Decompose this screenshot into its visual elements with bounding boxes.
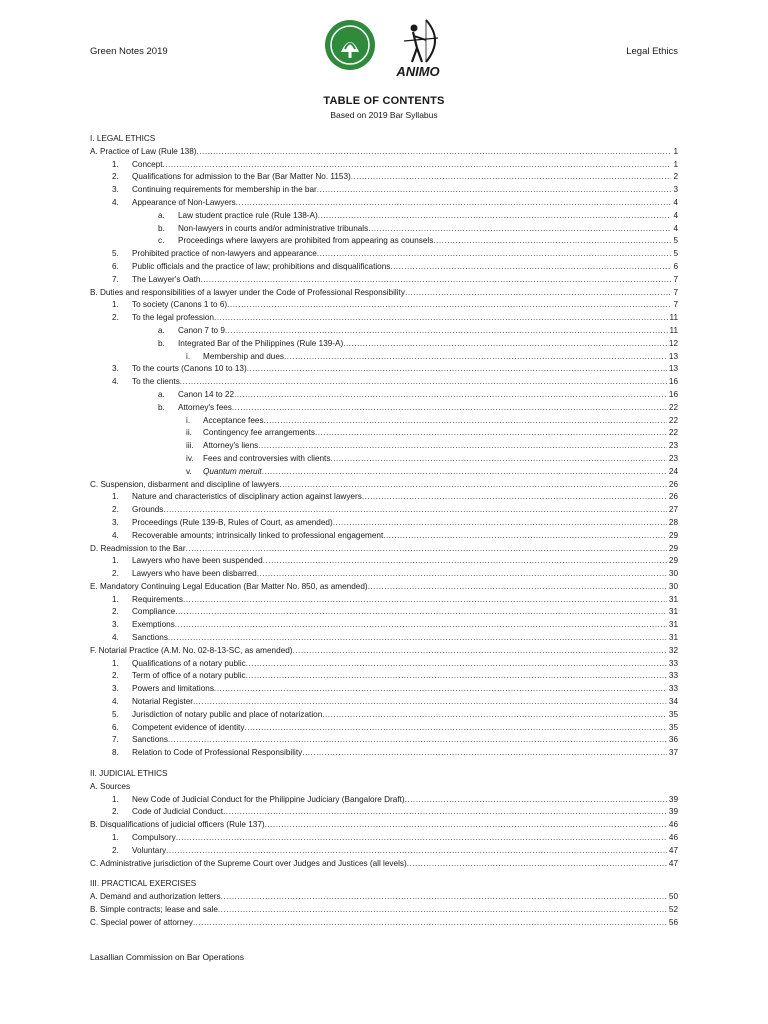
toc-dot-leader [333, 518, 667, 527]
toc-entry-label: Proceedings (Rule 139-B, Rules of Court, as amended) [132, 517, 333, 527]
toc-entry-number: 2. [112, 845, 119, 855]
toc-entry [90, 684, 678, 697]
animo-wordmark: ANIMO [396, 64, 440, 78]
toc-dot-leader [218, 905, 667, 914]
toc-entry [90, 518, 678, 531]
toc-entry [90, 607, 678, 620]
toc-entry [90, 807, 678, 820]
toc-spacer [90, 871, 678, 879]
toc-dot-leader [175, 607, 667, 616]
toc-entry [90, 313, 678, 326]
toc-entry-page: 35 [668, 722, 678, 732]
toc-dot-leader [175, 620, 667, 629]
toc-entry-label: A. Demand and authorization letters [90, 892, 221, 902]
toc-entry-label: Nature and characteristics of disciplinary action against lawyers [132, 492, 362, 502]
toc-entry-label: To the clients [132, 377, 180, 387]
toc-entry-label: II. JUDICIAL ETHICS [90, 769, 168, 779]
toc-entry-number: a. [158, 210, 165, 220]
toc-entry-label: Appearance of Non-Lawyers [132, 197, 236, 207]
toc-entry-number: 3. [112, 364, 119, 374]
toc-entry-number: 7. [112, 274, 119, 284]
toc-entry-number: ii. [186, 428, 192, 438]
toc-entry [90, 211, 678, 224]
toc-dot-leader [284, 352, 667, 361]
toc-entry [90, 646, 678, 659]
toc-entry-label: Acceptance fees [203, 415, 264, 425]
toc-entry-label: A. Sources [90, 781, 131, 791]
toc-entry-number: 8. [112, 748, 119, 758]
toc-entry-number: 2. [112, 172, 119, 182]
toc-entry-label: B. Duties and responsibilities of a lawyer under the Code of Professional Responsibility [90, 287, 405, 297]
toc-entry-page: 2 [673, 172, 678, 182]
toc-entry-page: 6 [673, 261, 678, 271]
toc-entry-label: The Lawyer's Oath [132, 274, 201, 284]
toc-entry-label: Canon 14 to 22 [178, 389, 234, 399]
toc-dot-leader [247, 364, 667, 373]
toc-entry-page: 5 [673, 249, 678, 259]
toc-entry-page: 16 [668, 389, 678, 399]
toc-entry-number: 1. [112, 658, 119, 668]
toc-entry [90, 633, 678, 646]
toc-entry-page: 31 [668, 633, 678, 643]
toc-entry-label: Lawyers who have been suspended [132, 556, 263, 566]
toc-entry-page: 3 [673, 185, 678, 195]
toc-entry-label: Concept [132, 159, 163, 169]
toc-entry-page: 28 [668, 517, 678, 527]
toc-entry-number: 1. [112, 159, 119, 169]
toc-entry-page: 47 [668, 858, 678, 868]
toc-entry [90, 275, 678, 288]
toc-entry [90, 905, 678, 918]
toc-entry-page: 22 [668, 402, 678, 412]
page-subtitle: Based on 2019 Bar Syllabus [330, 110, 438, 120]
toc-entry-page: 31 [668, 594, 678, 604]
toc-dot-leader [163, 505, 666, 514]
toc-entry-number: b. [158, 402, 165, 412]
toc-entry-label: Exemptions [132, 620, 175, 630]
toc-entry [90, 505, 678, 518]
toc-entry-number: 4. [112, 197, 119, 207]
toc-entry-label: Qualifications for admission to the Bar (Bar Matter No. 1153) [132, 172, 351, 182]
header-left-text: Green Notes 2019 [90, 46, 168, 57]
toc-entry-label: F. Notarial Practice (A.M. No. 02-8-13-SC, as amended) [90, 645, 293, 655]
toc-entry-page: 29 [668, 556, 678, 566]
toc-entry-number: 2. [112, 807, 119, 817]
toc-dot-leader [263, 556, 667, 565]
toc-entry-page: 7 [673, 287, 678, 297]
toc-entry-page: 30 [668, 569, 678, 579]
toc-entry-label: C. Special power of attorney [90, 917, 193, 927]
toc-entry-page: 33 [668, 658, 678, 668]
toc-dot-leader [265, 820, 667, 829]
toc-entry [90, 620, 678, 633]
toc-entry [90, 454, 678, 467]
toc-entry-page: 31 [668, 620, 678, 630]
toc-entry [90, 697, 678, 710]
toc-entry-label: Membership and dues [203, 351, 285, 361]
toc-entry [90, 172, 678, 185]
toc-dot-leader [166, 846, 667, 855]
toc-dot-leader [225, 326, 668, 335]
toc-entry-label: B. Simple contracts; lease and sale [90, 905, 218, 915]
toc-entry-label: Voluntary [132, 845, 167, 855]
toc-entry-label: III. PRACTICAL EXERCISES [90, 879, 197, 889]
toc-entry [90, 134, 678, 147]
toc-dot-leader [317, 185, 672, 194]
toc-entry-label: Term of office of a notary public [132, 671, 246, 681]
toc-entry-number: i. [186, 415, 191, 425]
toc-entry-number: 1. [112, 594, 119, 604]
toc-entry-number: 5. [112, 249, 119, 259]
toc-entry-label: Grounds [132, 505, 164, 515]
toc-entry-label: Continuing requirements for membership in the bar [132, 185, 317, 195]
toc-entry [90, 467, 678, 480]
toc-entry-page: 35 [668, 709, 678, 719]
toc-entry-number: c. [158, 236, 165, 246]
toc-entry-number: iii. [186, 441, 194, 451]
toc-entry [90, 185, 678, 198]
toc-entry [90, 480, 678, 493]
toc-entry-label: Sanctions [132, 735, 168, 745]
toc-entry [90, 428, 678, 441]
toc-entry-page: 24 [668, 466, 678, 476]
toc-entry [90, 160, 678, 173]
toc-dot-leader [214, 684, 667, 693]
toc-entry-number: v. [186, 466, 192, 476]
toc-entry-page: 50 [668, 892, 678, 902]
toc-entry-label: To society (Canons 1 to 6) [132, 300, 228, 310]
toc-entry-number: 3. [112, 517, 119, 527]
toc-dot-leader [390, 262, 671, 271]
toc-entry-page: 22 [668, 415, 678, 425]
toc-entry-page: 29 [668, 543, 678, 553]
toc-entry-page: 47 [668, 845, 678, 855]
toc-entry-label: Notarial Register [132, 697, 193, 707]
toc-entry-label: C. Suspension, disbarment and discipline of lawyers [90, 479, 280, 489]
toc-entry-page: 13 [668, 351, 678, 361]
toc-entry-label: New Code of Judicial Conduct for the Philippine Judiciary (Bangalore Draft) [132, 794, 405, 804]
toc-dot-leader [405, 288, 672, 297]
toc-entry-label: Recoverable amounts; intrinsically linked to professional engagement [132, 530, 384, 540]
toc-dot-leader [223, 807, 667, 816]
toc-dot-leader [221, 892, 667, 901]
toc-dot-leader [362, 492, 667, 501]
toc-dot-leader [214, 313, 668, 322]
toc-entry-number: 6. [112, 722, 119, 732]
toc-entry-number: 6. [112, 261, 119, 271]
toc-dot-leader [368, 224, 671, 233]
toc-entry-page: 37 [668, 748, 678, 758]
toc-entry-label: Integrated Bar of the Philippines (Rule 139-A) [178, 338, 344, 348]
toc-dot-leader [407, 859, 667, 868]
toc-entry-label: I. LEGAL ETHICS [90, 134, 156, 143]
toc-dot-leader [168, 735, 667, 744]
toc-entry [90, 820, 678, 833]
toc-entry-page: 29 [668, 530, 678, 540]
toc-entry-label: Jurisdiction of notary public and place of notarization [132, 709, 323, 719]
toc-dot-leader [368, 582, 667, 591]
toc-entry-page: 46 [668, 820, 678, 830]
toc-entry-number: b. [158, 338, 165, 348]
toc-entry [90, 659, 678, 672]
toc-dot-leader [258, 441, 667, 450]
toc-entry [90, 918, 678, 931]
toc-entry-label: Relation to Code of Professional Responsibility [132, 748, 303, 758]
toc-entry-number: i. [186, 351, 191, 361]
toc-entry [90, 671, 678, 684]
toc-entry [90, 300, 678, 313]
toc-entry-number: 4. [112, 530, 119, 540]
toc-entry [90, 595, 678, 608]
toc-entry [90, 544, 678, 557]
toc-dot-leader [383, 531, 667, 540]
toc-entry-page: 26 [668, 479, 678, 489]
toc-entry [90, 352, 678, 365]
toc-entry [90, 723, 678, 736]
toc-entry-page: 33 [668, 684, 678, 694]
toc-entry-number: 2. [112, 569, 119, 579]
toc-entry [90, 262, 678, 275]
toc-dot-leader [246, 671, 667, 680]
toc-entry-number: 1. [112, 556, 119, 566]
toc-entry-label: To the legal profession [132, 313, 214, 323]
toc-dot-leader [343, 339, 667, 348]
toc-entry [90, 748, 678, 761]
toc-entry-number: 1. [112, 300, 119, 310]
toc-entry-label: Non-lawyers in courts and/or administrative tribunals [178, 223, 369, 233]
toc-entry-label: Qualifications of a notary public [132, 658, 246, 668]
toc-dot-leader [293, 646, 667, 655]
toc-entry-number: 4. [112, 377, 119, 387]
toc-entry-number: 1. [112, 794, 119, 804]
toc-entry-label: Lawyers who have been disbarred [132, 569, 257, 579]
toc-entry [90, 846, 678, 859]
toc-dot-leader [200, 275, 671, 284]
toc-entry-label: Quantum meruit [203, 466, 262, 476]
toc-dot-leader [186, 544, 667, 553]
toc-dot-leader [405, 795, 667, 804]
toc-entry-label: Law student practice rule (Rule 138-A) [178, 210, 318, 220]
toc-entry-label: D. Readmission to the Bar [90, 543, 186, 553]
toc-entry [90, 224, 678, 237]
toc-entry-page: 39 [668, 807, 678, 817]
toc-entry-page: 1 [673, 159, 678, 169]
toc-entry-label: B. Disqualifications of judicial officers (Rule 137) [90, 820, 265, 830]
toc-entry-label: Proceedings where lawyers are prohibited from appearing as counsels [178, 236, 434, 246]
toc-entry [90, 769, 678, 782]
toc-entry-page: 30 [668, 581, 678, 591]
toc-entry [90, 892, 678, 905]
toc-dot-leader [232, 403, 667, 412]
toc-entry-page: 23 [668, 453, 678, 463]
toc-entry-page: 46 [668, 833, 678, 843]
toc-dot-leader [163, 160, 672, 169]
toc-entry-number: 5. [112, 709, 119, 719]
toc-entry [90, 710, 678, 723]
footer-text: Lasallian Commission on Bar Operations [90, 952, 245, 962]
toc-entry-label: Public officials and the practice of law; prohibitions and disqualifications [132, 261, 391, 271]
toc-dot-leader [244, 723, 666, 732]
animo-archer-logo [386, 18, 450, 78]
toc-entry-number: 3. [112, 684, 119, 694]
toc-entry-label: Fees and controversies with clients [203, 453, 331, 463]
toc-entry [90, 833, 678, 846]
toc-entry [90, 441, 678, 454]
toc-dot-leader [279, 480, 667, 489]
toc-entry-label: Requirements [132, 594, 183, 604]
toc-entry-number: 4. [112, 697, 119, 707]
toc-entry [90, 198, 678, 211]
toc-entry-page: 39 [668, 794, 678, 804]
toc-entry [90, 416, 678, 429]
toc-entry [90, 556, 678, 569]
toc-entry-label: Powers and limitations [132, 684, 214, 694]
toc-entry [90, 147, 678, 160]
toc-entry-number: 2. [112, 313, 119, 323]
toc-entry-page: 26 [668, 492, 678, 502]
toc-entry [90, 492, 678, 505]
toc-dot-leader [318, 211, 672, 220]
toc-entry-page: 36 [668, 735, 678, 745]
toc-entry-page: 16 [668, 377, 678, 387]
toc-entry-label: Attorney's liens [203, 441, 259, 451]
toc-dot-leader [227, 300, 671, 309]
toc-entry-number: 4. [112, 633, 119, 643]
toc-entry-page: 4 [673, 210, 678, 220]
toc-entry-label: Competent evidence of identity [132, 722, 245, 732]
toc-entry [90, 569, 678, 582]
toc-entry-label: Compulsory [132, 833, 176, 843]
toc-dot-leader [197, 147, 672, 156]
toc-entry-number: iv. [186, 453, 194, 463]
toc-spacer [90, 761, 678, 769]
toc-entry-page: 23 [668, 441, 678, 451]
toc-entry-number: 1. [112, 492, 119, 502]
toc-entry-page: 56 [668, 917, 678, 927]
toc-entry [90, 249, 678, 262]
toc-entry-page: 13 [668, 364, 678, 374]
toc-entry-label: Prohibited practice of non-lawyers and appearance [132, 249, 317, 259]
toc-entry [90, 795, 678, 808]
toc-dot-leader [180, 377, 667, 386]
toc-entry [90, 236, 678, 249]
toc-dot-leader [262, 467, 667, 476]
toc-entry [90, 582, 678, 595]
toc-dot-leader [193, 918, 667, 927]
page-title: TABLE OF CONTENTS [323, 95, 445, 107]
toc-dot-leader [302, 748, 667, 757]
toc-dot-leader [176, 833, 667, 842]
toc-entry [90, 879, 678, 892]
toc-entry [90, 531, 678, 544]
toc-entry-page: 7 [673, 300, 678, 310]
toc-entry-label: Attorney's fees [178, 402, 232, 412]
toc-entry-label: Canon 7 to 9 [178, 325, 225, 335]
toc-entry [90, 859, 678, 872]
header-right-text: Legal Ethics [626, 46, 678, 57]
toc-entry-page: 4 [673, 223, 678, 233]
toc-entry-number: 3. [112, 620, 119, 630]
toc-entry-page: 7 [673, 274, 678, 284]
table-of-contents [90, 134, 678, 931]
toc-entry-page: 31 [668, 607, 678, 617]
green-seal-logo [324, 18, 376, 72]
toc-dot-leader [168, 633, 667, 642]
toc-entry [90, 288, 678, 301]
toc-entry-number: 1. [112, 833, 119, 843]
toc-entry-number: 2. [112, 671, 119, 681]
toc-entry [90, 364, 678, 377]
toc-entry [90, 339, 678, 352]
toc-dot-leader [183, 595, 667, 604]
toc-dot-leader [317, 249, 672, 258]
toc-entry-number: 2. [112, 607, 119, 617]
toc-entry-label: C. Administrative jurisdiction of the Supreme Court over Judges and Justices (all levels) [90, 858, 407, 868]
toc-entry-label: To the courts (Canons 10 to 13) [132, 364, 247, 374]
toc-entry [90, 782, 678, 795]
toc-entry-number: b. [158, 223, 165, 233]
toc-entry-label: Sanctions [132, 633, 168, 643]
toc-entry [90, 390, 678, 403]
toc-entry-page: 33 [668, 671, 678, 681]
toc-entry-page: 11 [669, 313, 678, 323]
toc-entry-label: A. Practice of Law (Rule 138) [90, 146, 197, 156]
toc-dot-leader [234, 390, 667, 399]
toc-entry-page: 32 [668, 645, 678, 655]
toc-dot-leader [351, 172, 672, 181]
toc-entry-page: 34 [668, 697, 678, 707]
toc-entry-label: Contingency fee arrangements [203, 428, 315, 438]
toc-entry-number: 7. [112, 735, 119, 745]
toc-entry [90, 735, 678, 748]
toc-dot-leader [257, 569, 667, 578]
toc-entry-number: a. [158, 325, 165, 335]
toc-dot-leader [264, 416, 667, 425]
toc-entry [90, 377, 678, 390]
toc-entry-page: 5 [673, 236, 678, 246]
toc-dot-leader [322, 710, 667, 719]
toc-dot-leader [330, 454, 666, 463]
toc-entry-page: 27 [668, 505, 678, 515]
toc-dot-leader [315, 428, 667, 437]
toc-dot-leader [246, 659, 667, 668]
toc-entry-label: Compliance [132, 607, 176, 617]
toc-entry-page: 4 [673, 197, 678, 207]
toc-entry-page: 1 [673, 146, 678, 156]
toc-dot-leader [193, 697, 667, 706]
toc-dot-leader [236, 198, 672, 207]
toc-entry-page: 52 [668, 905, 678, 915]
toc-entry-page: 11 [669, 325, 678, 335]
toc-entry-number: 2. [112, 505, 119, 515]
toc-entry-number: a. [158, 389, 165, 399]
toc-entry-page: 22 [668, 428, 678, 438]
toc-entry [90, 403, 678, 416]
toc-dot-leader [433, 236, 671, 245]
header-logos [324, 18, 454, 78]
toc-entry-label: Code of Judicial Conduct [132, 807, 224, 817]
toc-entry-number: 3. [112, 185, 119, 195]
toc-entry [90, 326, 678, 339]
toc-entry-label: E. Mandatory Continuing Legal Education (Bar Matter No. 850, as amended) [90, 581, 368, 591]
toc-entry-page: 12 [668, 338, 678, 348]
